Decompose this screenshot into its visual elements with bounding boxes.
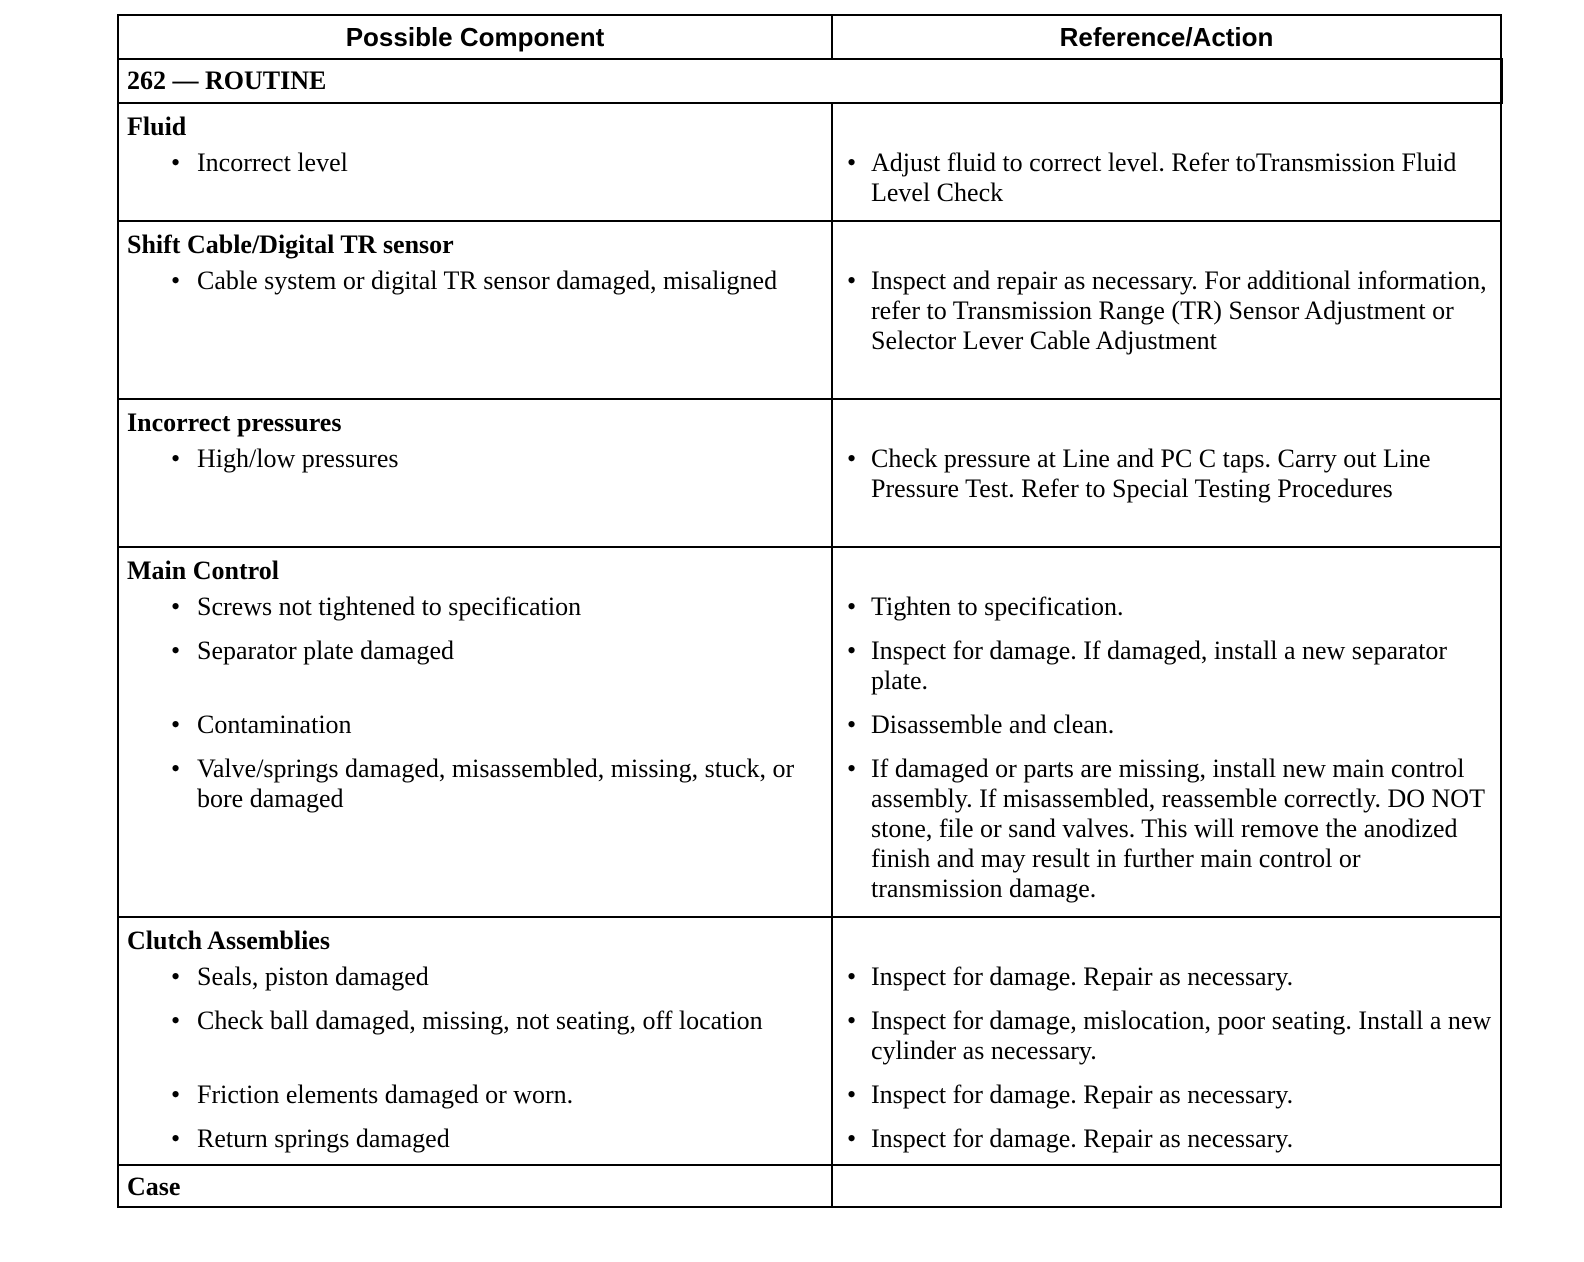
component-cell [118, 103, 832, 221]
group-title: Main Control [127, 556, 279, 585]
action-cell [832, 103, 1501, 221]
component-item: • Check ball damaged, missing, not seating, off location [119, 1006, 831, 1080]
action-item: • Inspect for damage. If damaged, install a new separator plate. [833, 636, 1500, 710]
component-item: • Valve/springs damaged, misassembled, missing, stuck, or bore damaged [119, 754, 831, 814]
group-row-fluid [118, 103, 1501, 221]
routine-row [118, 59, 1501, 103]
component-item: • Cable system or digital TR sensor damaged, misaligned [119, 266, 831, 296]
action-item: • Adjust fluid to correct level. Refer toTransmission Fluid Level Check [833, 148, 1500, 208]
group-row-shift-cable [118, 221, 1501, 399]
group-title: Clutch Assemblies [127, 926, 330, 955]
action-cell [832, 399, 1501, 547]
action-cell [832, 1165, 1501, 1207]
action-item: • If damaged or parts are missing, install new main control assembly. If misassembled, reassemble correctly. DO NOT stone, file or sand valves. This will remove the anodized finish and may result in further main control or transmission damage. [833, 754, 1500, 904]
action-cell [832, 221, 1501, 399]
group-row-clutch-assemblies [118, 917, 1501, 1165]
action-item: • Inspect for damage. Repair as necessary. [833, 1124, 1500, 1154]
action-item: • Tighten to specification. [833, 592, 1500, 636]
component-item: • Contamination [119, 710, 831, 754]
group-row-main-control [118, 547, 1501, 917]
component-cell [118, 399, 832, 547]
header-possible-component: Possible Component [118, 15, 832, 59]
component-item: • High/low pressures [119, 444, 831, 474]
header-row [118, 15, 1501, 59]
component-item: • Friction elements damaged or worn. [119, 1080, 831, 1124]
component-cell [118, 221, 832, 399]
group-title: Incorrect pressures [127, 408, 342, 437]
component-item: • Return springs damaged [119, 1124, 831, 1154]
component-item: • Seals, piston damaged [119, 962, 831, 1006]
group-row-incorrect-pressures [118, 399, 1501, 547]
group-row-case [118, 1165, 1501, 1207]
component-cell [118, 1165, 832, 1207]
component-cell [118, 547, 832, 917]
action-item: • Inspect for damage. Repair as necessary. [833, 962, 1500, 1006]
group-title: Shift Cable/Digital TR sensor [127, 230, 454, 259]
action-item: • Inspect and repair as necessary. For additional information, refer to Transmission Range (TR) Sensor Adjustment or Selector Lever Cable Adjustment [833, 266, 1500, 356]
diagnosis-table [117, 14, 1503, 1208]
action-cell [832, 547, 1501, 917]
group-title: Case [127, 1172, 181, 1201]
routine-title: 262 — ROUTINE [118, 59, 1501, 103]
component-item: • Incorrect level [119, 148, 831, 178]
action-item: • Inspect for damage, mislocation, poor seating. Install a new cylinder as necessary. [833, 1006, 1500, 1080]
component-item: • Screws not tightened to specification [119, 592, 831, 636]
action-cell [832, 917, 1501, 1165]
component-item: • Separator plate damaged [119, 636, 831, 710]
action-item: • Check pressure at Line and PC C taps. Carry out Line Pressure Test. Refer to Special Testing Procedures [833, 444, 1500, 504]
group-title: Fluid [127, 112, 187, 141]
header-reference-action: Reference/Action [832, 15, 1501, 59]
action-item: • Disassemble and clean. [833, 710, 1500, 754]
component-cell [118, 917, 832, 1165]
action-item: • Inspect for damage. Repair as necessary. [833, 1080, 1500, 1124]
